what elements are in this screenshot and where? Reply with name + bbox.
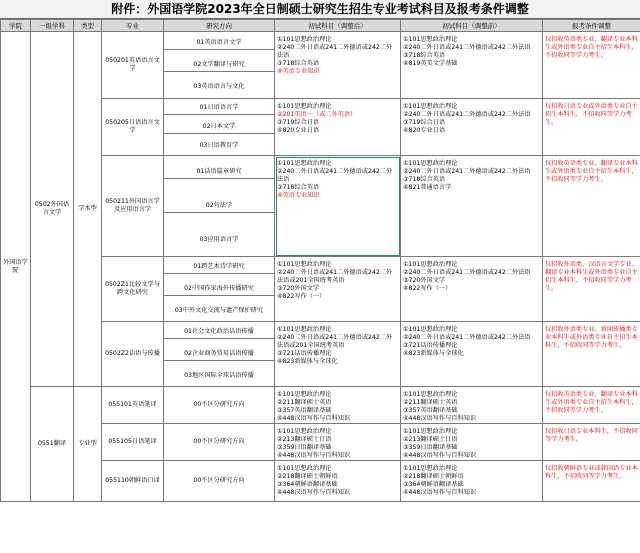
page-title: 附件：外国语学院2023年全日制硕士研究生招生专业考试科目及报考条件调整 xyxy=(0,0,640,19)
subject-line: ④821普通语言学 xyxy=(403,184,452,191)
table-row xyxy=(1,387,640,424)
direction-cell xyxy=(164,322,275,387)
condition-cell: 仅招收日语专业本科生，不招收同等学力考生。 xyxy=(543,424,640,461)
major-cell: 055105日语笔译 xyxy=(102,424,164,461)
condition-cell: 仅招收英语类专业、翻译专业本科生或外语类专业自主招生本科生，不招收同等学力考生。 xyxy=(543,32,640,99)
subject-line: ④448汉语写作与百科知识 xyxy=(403,489,477,496)
subject-line: ③718综合英语 xyxy=(277,60,320,67)
subject-line: ③357英语翻译基础 xyxy=(403,407,458,414)
subject-line: ③718综合英语 xyxy=(403,176,446,183)
direction-item: 00不区分研究方向 xyxy=(193,438,245,445)
direction-item: 03英语语言与文化 xyxy=(193,83,245,91)
direction-cell xyxy=(164,99,275,156)
direction-item: 03日语教育学 xyxy=(199,142,239,149)
subject-line: ③721话语传播理论 xyxy=(277,350,332,357)
direction-item: 01跨艺术诗学研究 xyxy=(164,261,274,274)
major-cell: 050211外国语言学及应用语言学 xyxy=(102,156,164,257)
subject-line: ①101思想政治理论 xyxy=(403,428,458,435)
direction-list xyxy=(164,424,274,460)
subject-line: ④448汉语写作与百科知识 xyxy=(277,452,351,459)
condition-cell: 仅招收日语专业或外语类专业自主招生本科生，不招收同等学力考生。 xyxy=(543,99,640,156)
subject-line: ③718综合英语 xyxy=(403,52,446,59)
subject-line: ②240二外日语或241二外德语或242二外法语或201全国统考英语 xyxy=(277,334,393,349)
subject-line: ②240二外日语或241二外德语或242二外法语 xyxy=(403,111,531,118)
subject-line: ②211翻译硕士英语 xyxy=(403,399,458,406)
direction-item: 03应用语言学 xyxy=(199,235,239,243)
direction-item: 01话语篇章研究 xyxy=(164,166,274,179)
header-major: 专业 xyxy=(102,20,164,32)
subject-line: ④819英美文学基础 xyxy=(403,60,458,67)
subject-line: ①101思想政治理论 xyxy=(277,391,332,398)
table-row xyxy=(1,32,640,99)
direction-item: 01社会文化政治话语传播 xyxy=(164,326,274,339)
direction-cell xyxy=(164,257,275,322)
subject-line: ①101思想政治理论 xyxy=(403,36,458,43)
subject-line: ④820专业日语 xyxy=(403,127,446,134)
direction-item: 02中国作家海外传播研究 xyxy=(164,283,274,296)
subjects-after-cell xyxy=(275,424,401,461)
direction-list xyxy=(164,156,274,256)
condition-cell: 仅招收英语类专业、翻译专业本科生或外语类专业自主招生本科生，不招收同等学力考生。 xyxy=(543,156,640,257)
college-cell: 外国语学院 xyxy=(1,32,31,502)
subject-line: ①101思想政治理论 xyxy=(403,391,458,398)
subject-line: ①101思想政治理论 xyxy=(403,103,458,110)
subject-line: ③720外国文学 xyxy=(277,285,320,292)
header-before: 初试科目（调整前） xyxy=(401,20,543,32)
subjects-after-cell xyxy=(275,387,401,424)
subjects-before-cell xyxy=(401,461,543,502)
subjects-before-cell xyxy=(401,322,543,387)
subject-line: ④820专业日语 xyxy=(277,127,320,134)
direction-list xyxy=(164,322,274,386)
subjects-after-cell xyxy=(275,257,401,322)
major-cell: 050205日语语言文学 xyxy=(102,99,164,156)
subject-line: ②240二外日语或241二外德语或242二外法语 xyxy=(403,44,531,51)
subject-line: ④英语专业知识 xyxy=(277,68,320,75)
subject-line: ④823新媒体与全球化 xyxy=(403,350,464,357)
subject-line: ③357英语翻译基础 xyxy=(277,407,332,414)
subjects-after-cell xyxy=(275,156,401,257)
subjects-before-cell xyxy=(401,387,543,424)
direction-cell xyxy=(164,461,275,502)
type-cell: 专业型 xyxy=(74,387,102,502)
subject-line: ①101思想政治理论 xyxy=(277,261,332,268)
direction-cell xyxy=(164,156,275,257)
direction-list xyxy=(164,387,274,423)
subject-line: ③364朝鲜语翻译基础 xyxy=(277,481,338,488)
subject-line: ④823新媒体与全球化 xyxy=(277,358,338,365)
condition-cell: 仅招收朝鲜语专业或韩国语专业本科生，不招收同等学力考生。 xyxy=(543,461,640,502)
direction-item: 03地区国际全球话语传播 xyxy=(184,371,254,379)
subject-line: ②201英语一（或二外英语） xyxy=(277,111,357,118)
subject-line: ②211翻译硕士英语 xyxy=(277,399,332,406)
subject-line: ③719综合日语 xyxy=(277,119,320,126)
subject-line: ③719综合日语 xyxy=(403,119,446,126)
subject-line: ④英语专业知识 xyxy=(277,192,320,199)
subject-line: ②240二外日语或241二外德语或242二外法语 xyxy=(403,334,531,341)
subject-line: ②213翻译硕士日语 xyxy=(277,436,332,443)
direction-list xyxy=(164,99,274,155)
subjects-before-cell xyxy=(401,99,543,156)
header-discipline: 一级学科 xyxy=(31,20,74,32)
direction-item: 02日本文学 xyxy=(164,121,274,134)
subjects-before-cell xyxy=(401,257,543,322)
subject-line: ③359日语翻译基础 xyxy=(403,444,458,451)
major-cell: 0502Z1比较文学与跨文化研究 xyxy=(102,257,164,322)
major-cell: 050201英语语言文学 xyxy=(102,32,164,99)
subjects-before-cell xyxy=(401,156,543,257)
discipline-cell: 0551翻译 xyxy=(31,387,74,502)
subject-line: ④448汉语写作与百科知识 xyxy=(403,452,477,459)
header-direction: 研究方向 xyxy=(164,20,275,32)
subject-line: ①101思想政治理论 xyxy=(403,261,458,268)
type-cell: 学术型 xyxy=(74,32,102,387)
subject-line: ③720外国文学 xyxy=(403,277,446,284)
subjects-after-cell xyxy=(275,99,401,156)
header-condition: 报考条件调整 xyxy=(543,20,640,32)
direction-list xyxy=(164,32,274,98)
direction-item: 02句法学 xyxy=(164,200,274,213)
header-college: 学院 xyxy=(1,20,31,32)
subject-line: ④448汉语写作与百科知识 xyxy=(277,489,351,496)
subjects-before-cell xyxy=(401,424,543,461)
direction-item: 00不区分研究方向 xyxy=(193,477,245,484)
subject-line: ③359日语翻译基础 xyxy=(277,444,332,451)
condition-cell: 仅招收外语类、汉语言文学专业、翻译专业本科生或外语类专业自主招生本科生，不招收同等学力考生。 xyxy=(543,257,640,322)
subject-line: ②240二外日语或241二外德语或242二外法语 xyxy=(403,269,531,276)
subjects-after-cell xyxy=(275,32,401,99)
subject-line: ②240二外日语或241二外德语或242二外法语或201全国统考英语 xyxy=(277,269,393,284)
subject-line: ①101思想政治理论 xyxy=(403,326,458,333)
subject-line: ②218翻译硕士朝鲜语 xyxy=(277,473,338,480)
major-cell: 055101英语笔译 xyxy=(102,387,164,424)
subject-line: ①101思想政治理论 xyxy=(277,36,332,43)
direction-item: 01日语语言学 xyxy=(164,102,274,115)
subject-line: ③364朝鲜语翻译基础 xyxy=(403,481,464,488)
subject-line: ③721话语传播理论 xyxy=(403,342,458,349)
subjects-before-cell xyxy=(401,32,543,99)
table-header-row xyxy=(1,20,640,32)
subject-table xyxy=(0,19,640,502)
header-after: 初试科目（调整后） xyxy=(275,20,401,32)
subject-line: ②240二外日语或241二外德语或242二外法语 xyxy=(277,168,393,183)
subjects-after-cell xyxy=(275,461,401,502)
subject-line: ②213翻译硕士日语 xyxy=(403,436,458,443)
condition-cell: 仅招收外语类专业、新闻传播类专业本科生或外语类专业自主招生本科生，不招收同等学力考生。 xyxy=(543,322,640,387)
direction-item: 02企业商务贸易话语传播 xyxy=(164,348,274,361)
subject-line: ②240二外日语或241二外德语或242二外法语 xyxy=(403,168,531,175)
subjects-after-cell xyxy=(275,322,401,387)
subject-line: ①101思想政治理论 xyxy=(277,428,332,435)
discipline-cell: 0502外国语言文学 xyxy=(31,32,74,387)
direction-list xyxy=(164,461,274,501)
subject-line: ④822写作（一） xyxy=(403,285,452,292)
direction-item: 03中外文化交流与遗产保护研究 xyxy=(174,306,264,314)
direction-item: 00不区分研究方向 xyxy=(193,401,245,408)
header-type: 类型 xyxy=(74,20,102,32)
major-cell: 055110朝鲜语口译 xyxy=(102,461,164,502)
subject-line: ④448汉语写作与百科知识 xyxy=(277,415,351,422)
subject-line: ①101思想政治理论 xyxy=(403,465,458,472)
subject-line: ③718综合英语 xyxy=(277,184,320,191)
subject-line: ②218翻译硕士朝鲜语 xyxy=(403,473,464,480)
subject-line: ①101思想政治理论 xyxy=(403,160,458,167)
subject-line: ④448汉语写作与百科知识 xyxy=(403,415,477,422)
direction-cell xyxy=(164,424,275,461)
subject-line: ①101思想政治理论 xyxy=(277,160,332,167)
subject-line: ④822写作（一） xyxy=(277,293,326,300)
major-cell: 0502Z2话语与传播 xyxy=(102,322,164,387)
condition-cell: 仅招收英语类专业、翻译专业本科生或外语类专业自主招生本科生，不招收同等学力考生。 xyxy=(543,387,640,424)
direction-cell xyxy=(164,32,275,99)
subject-line: ①101思想政治理论 xyxy=(277,465,332,472)
subject-line: ①101思想政治理论 xyxy=(277,326,332,333)
direction-item: 01英语语言文学 xyxy=(164,37,274,50)
direction-item: 02文学翻译与研究 xyxy=(164,59,274,72)
direction-list xyxy=(164,257,274,321)
subject-line: ①101思想政治理论 xyxy=(277,103,332,110)
direction-cell xyxy=(164,387,275,424)
subject-line: ②240二外日语或241二外德语或242二外法语 xyxy=(277,44,393,59)
